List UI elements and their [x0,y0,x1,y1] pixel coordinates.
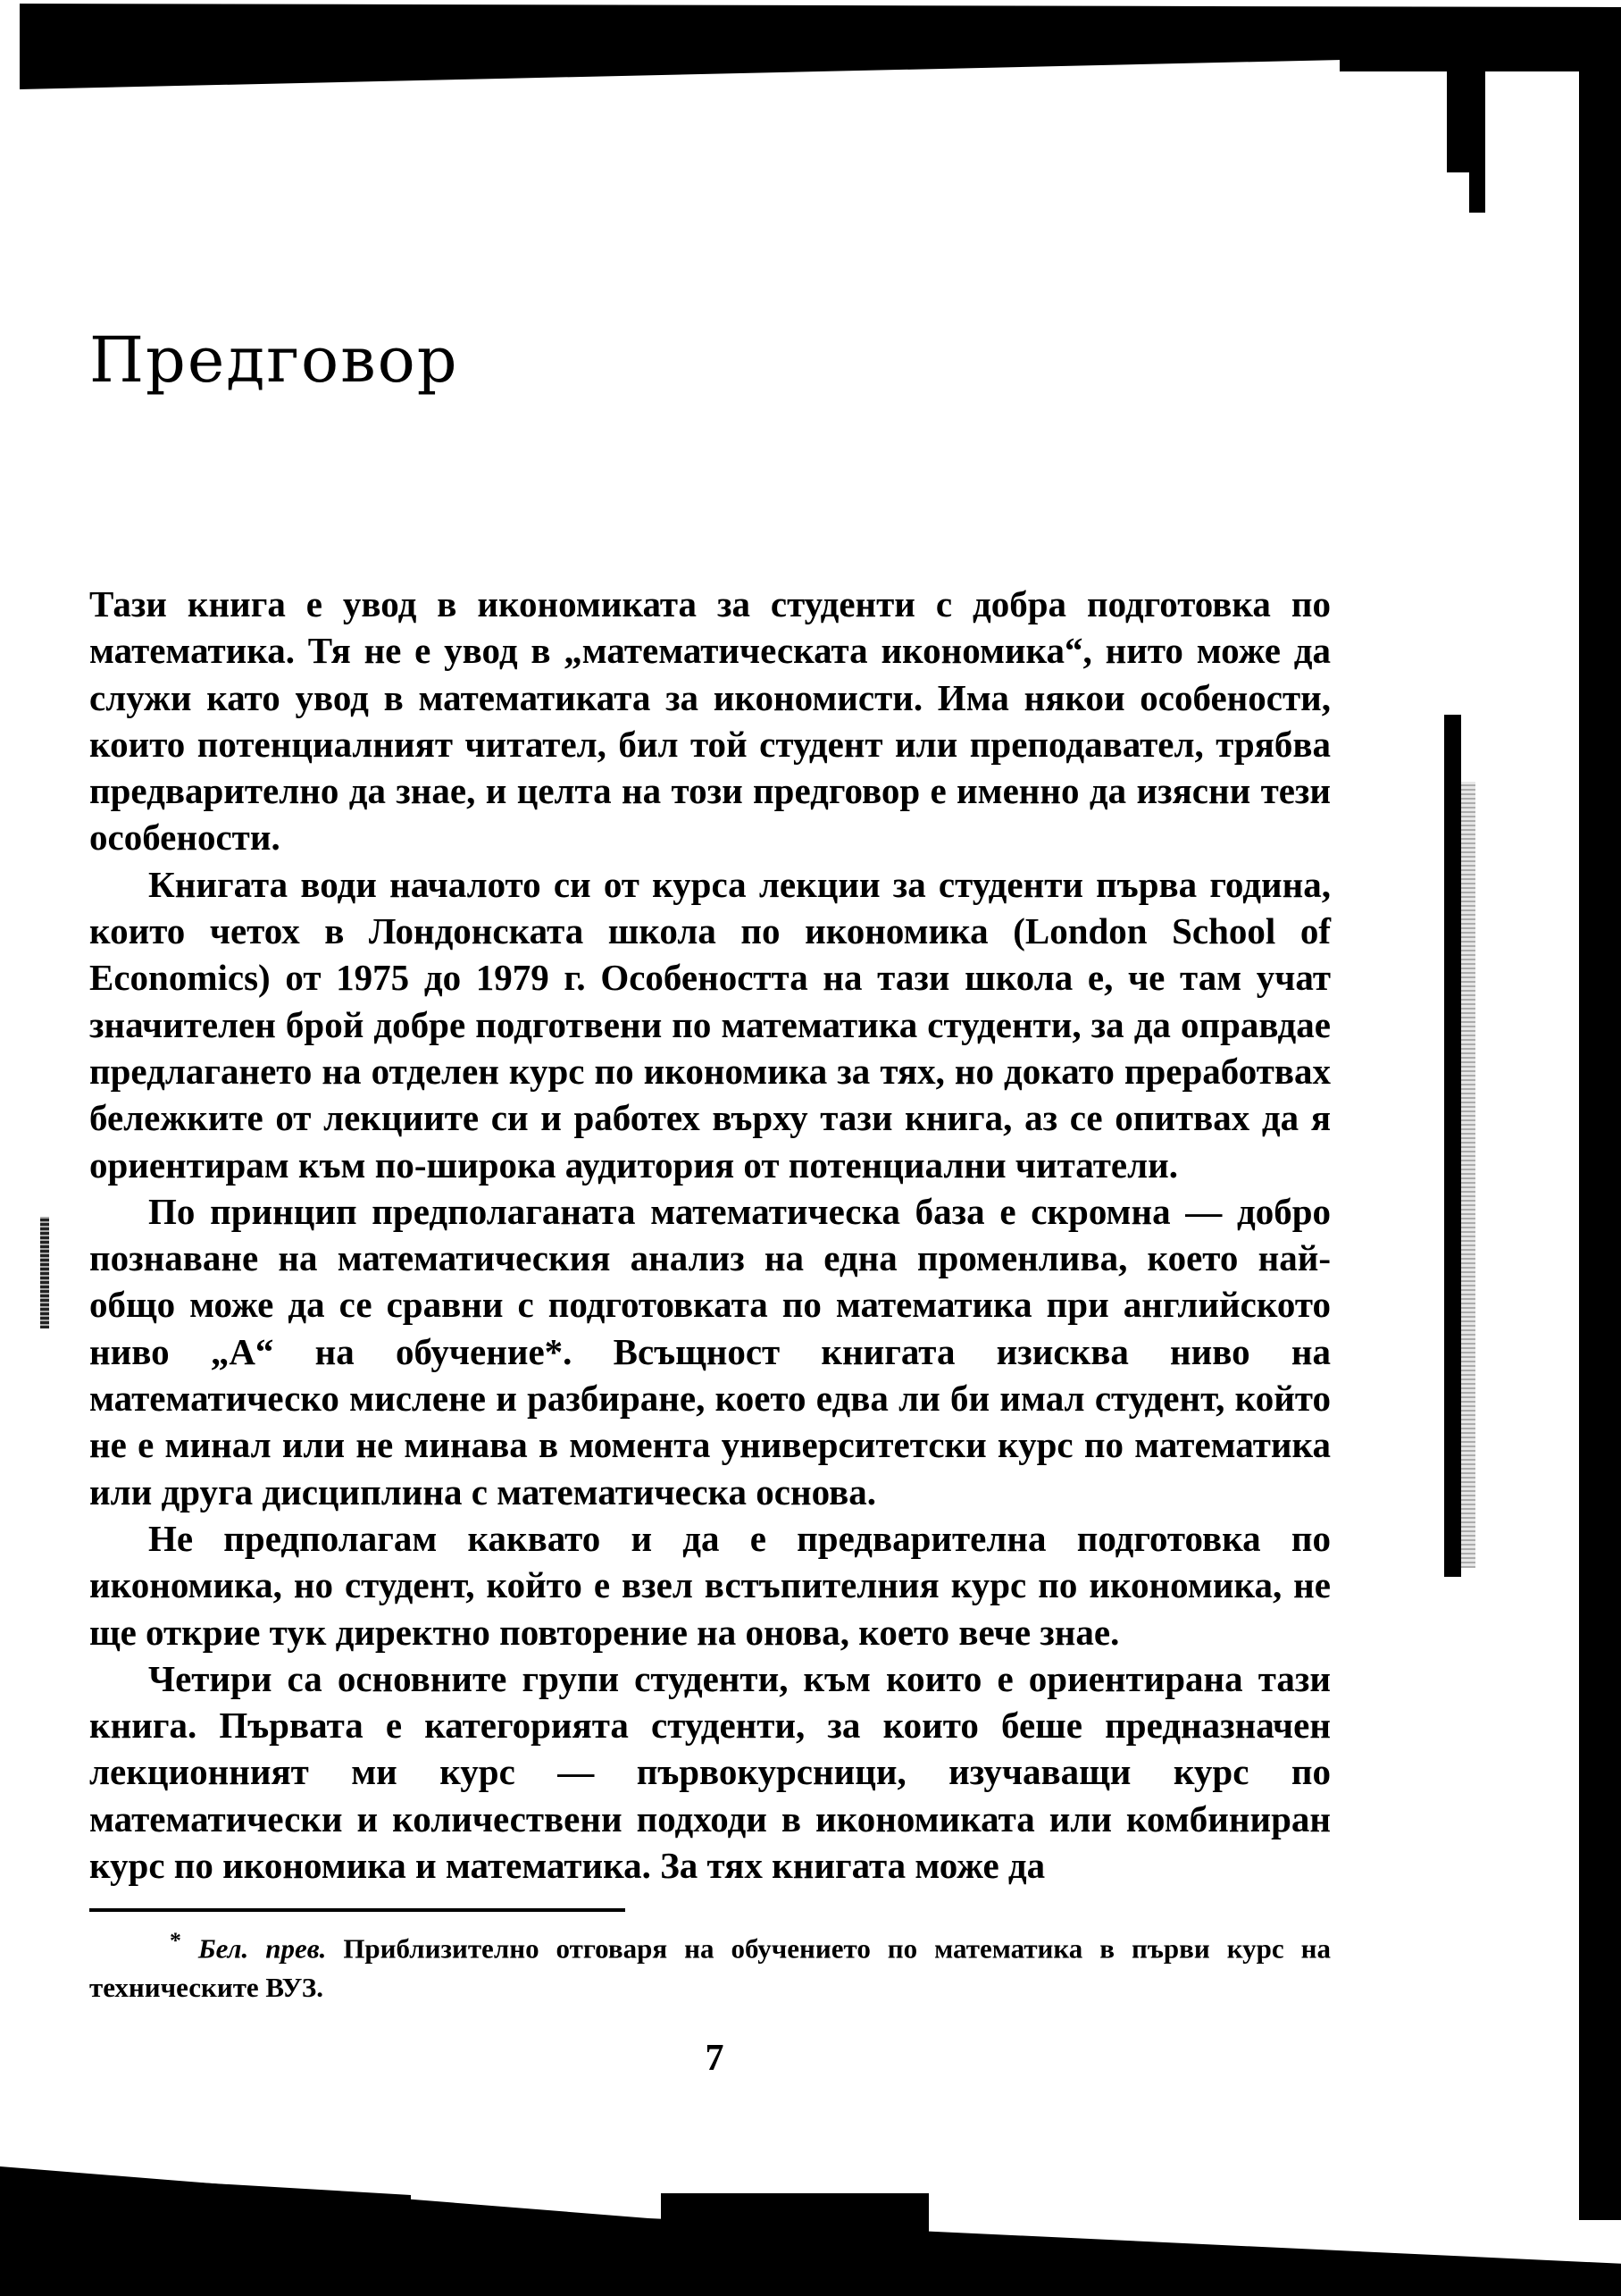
scan-border-bottom-left [0,2171,411,2251]
scan-artifact-noise [1461,782,1475,1568]
scan-artifact-tab [1469,70,1485,213]
paragraph: Тази книга е увод в икономиката за студенти с добра подготовка по математика. Тя не е увод в „математическата икономика“, нито може да служи като увод в математиката за икономисти. Има някои особености, които потенциалният читател, бил той студент или преподавател, трябва предварително да знае, и целта на този предговор е именно да изясни тези особености. [89,583,1331,859]
body-text [89,581,1331,1889]
paragraph: Книгата води началото си от курса лекции за студенти първа година, които четох в Лондонската школа по икономика (London School of Economics) от 1975 до 1979 г. Особеността на тази школа е, че там учат значителен брой добре подготвени по математика студенти, за да оправдае предлагането на отделен курс по икономика за тях, но докато преработвах бележките от лекциите си и работех върху тази книга, аз се опитвах да я ориентирам към по-широка аудитория от потенциални читатели. [89,863,1331,1186]
scan-artifact-bottom-block [661,2193,929,2236]
scan-border-right [1579,67,1621,2220]
scan-border-top-right [1340,13,1621,71]
footnote-spacer [89,1932,170,1964]
footnote [89,1921,1331,2007]
footnote-divider [89,1908,625,1912]
page-number: 7 [705,2038,724,2079]
footnote-label: Бел. прев. [197,1932,327,1965]
paragraph: По принцип предполаганата математическа база е скромна — добро познаване на математическия анализ на една променлива, което най-общо може да се сравни с подготовката по математика при английското ниво „А“ на обучение*. Всъщност книгата изисква ниво на математическо мислене и разбиране, което едва ли би имал студент, който не е минал или не минава в момента университетски курс по математика или друга дисциплина с математическа основа. [89,1190,1331,1513]
scan-artifact-smudge [40,1217,49,1328]
paragraph: Не предполагам каквато и да е предварителна подготовка по икономика, но студент, който е взел встъпителния курс по икономика, не ще открие тук директно повторение на онова, което вече знае. [89,1517,1331,1653]
paragraph: Четири са основните групи студенти, към които е ориентирана тази книга. Първата е категорията студенти, за които беше предназначен лекционният ми курс — първокурсници, изучаващи курс по математически и количествени подходи в икономиката или комбиниран курс по икономика и математика. За тях книгата може да [89,1657,1331,1887]
chapter-title: Предговор [89,323,459,397]
footnote-text: Приблизително отговаря на обучението по математика в първи курс на техническите ВУЗ. [89,1932,1332,2004]
footnote-marker: * [170,1927,181,1953]
scan-artifact-stripe [1444,715,1461,1577]
